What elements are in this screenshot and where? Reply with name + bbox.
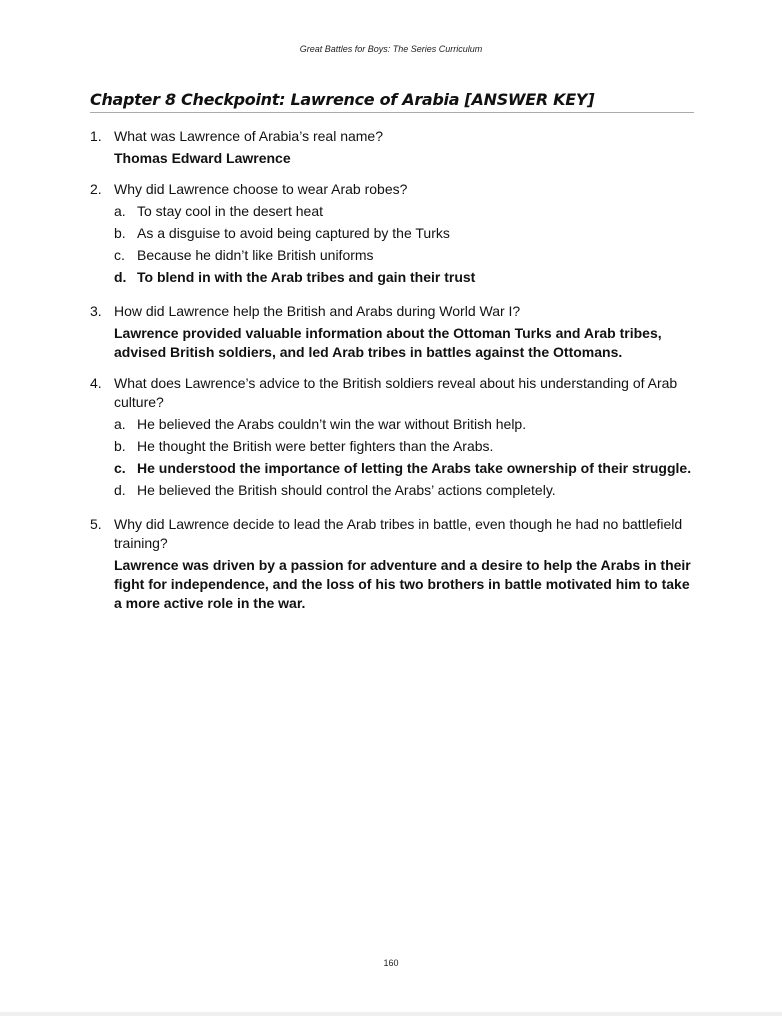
question-number: 5. — [90, 516, 102, 532]
question-text: What was Lawrence of Arabia’s real name? — [114, 128, 383, 144]
question-2 — [90, 180, 694, 290]
option-letter: c. — [114, 247, 125, 263]
option-letter: b. — [114, 438, 126, 454]
chapter-title: Chapter 8 Checkpoint: Lawrence of Arabia [ANSWER KEY] — [90, 90, 694, 113]
page-bottom-edge — [0, 1012, 782, 1016]
question-number: 2. — [90, 181, 102, 197]
question-list — [90, 127, 694, 625]
question-text: Why did Lawrence choose to wear Arab robes? — [114, 181, 408, 197]
question-number: 1. — [90, 128, 102, 144]
question-3 — [90, 302, 694, 362]
question-text: Why did Lawrence decide to lead the Arab tribes in battle, even though he had no battlefield training? — [114, 516, 683, 551]
option-text: He believed the Arabs couldn’t win the war without British help. — [137, 416, 527, 432]
answer-text: Lawrence provided valuable information about the Ottoman Turks and Arab tribes, advised British soldiers, and led Arab tribes in battles against the Ottomans. — [114, 325, 662, 360]
question-5 — [90, 515, 694, 613]
question-text: What does Lawrence’s advice to the British soldiers reveal about his understanding of Arab culture? — [114, 375, 678, 410]
question-4 — [90, 374, 694, 503]
page-number: 160 — [383, 958, 399, 968]
option-letter: d. — [114, 482, 126, 498]
option-c-correct — [114, 459, 694, 478]
option-text: He believed the British should control the Arabs’ actions completely. — [137, 482, 556, 498]
option-text: He thought the British were better fighters than the Arabs. — [137, 438, 494, 454]
question-1 — [90, 127, 694, 168]
option-d-correct — [114, 268, 694, 287]
option-list — [114, 202, 694, 287]
option-text: As a disguise to avoid being captured by the Turks — [137, 225, 450, 241]
option-list — [114, 415, 694, 500]
option-a — [114, 202, 694, 221]
question-number: 4. — [90, 375, 102, 391]
option-a — [114, 415, 694, 434]
option-b — [114, 224, 694, 243]
option-letter: a. — [114, 416, 126, 432]
option-text: To blend in with the Arab tribes and gain their trust — [137, 269, 476, 285]
option-text: He understood the importance of letting the Arabs take ownership of their struggle. — [137, 460, 692, 476]
option-letter: c. — [114, 460, 126, 476]
option-letter: b. — [114, 225, 126, 241]
option-b — [114, 437, 694, 456]
question-text: How did Lawrence help the British and Arabs during World War I? — [114, 303, 521, 319]
question-number: 3. — [90, 303, 102, 319]
option-letter: d. — [114, 269, 127, 285]
running-header: Great Battles for Boys: The Series Curriculum — [299, 44, 483, 54]
answer-text: Lawrence was driven by a passion for adventure and a desire to help the Arabs in their fight for independence, and the loss of his two brothers in battle motivated him to take a more active role in the war. — [114, 557, 691, 611]
answer-text: Thomas Edward Lawrence — [114, 150, 291, 166]
option-text: Because he didn’t like British uniforms — [137, 247, 374, 263]
option-letter: a. — [114, 203, 126, 219]
option-text: To stay cool in the desert heat — [137, 203, 323, 219]
option-c — [114, 246, 694, 265]
option-d — [114, 481, 694, 500]
